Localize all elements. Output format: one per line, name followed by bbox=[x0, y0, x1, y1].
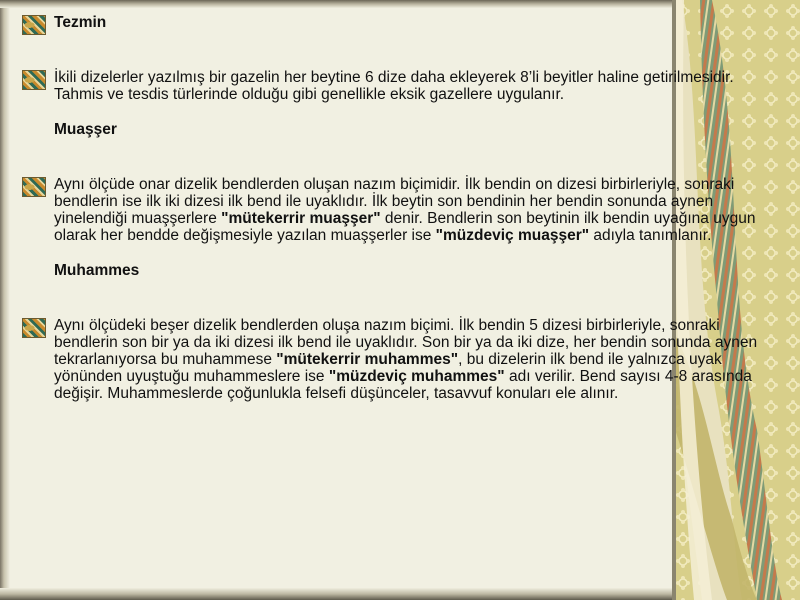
paragraph-muasser bbox=[54, 176, 780, 244]
text-run: adı verilir. Bend sayısı 4-8 arasında değişir. Muhammeslerde çoğunlukla felsefi düşünceler, tasavvuf konuları ele alınır. bbox=[54, 368, 752, 402]
slide-bottom-edge bbox=[0, 588, 700, 600]
ornamental-bullet-icon bbox=[22, 177, 46, 197]
bold-term: "müzdeviç muhammes" bbox=[328, 368, 505, 385]
bullet-paragraph-muhammes bbox=[22, 317, 780, 402]
text-run: İkili dizelerler yazılmış bir gazelin her beytine 6 dize daha ekleyerek 8’li beyitler haline getirilmesidir. Tahmis ve tesdis türlerinde olduğu gibi genellikle eksik gazellere uygulanır. bbox=[54, 69, 734, 103]
text-run: Aynı ölçüdeki beşer dizelik bendlerden oluşa nazım biçimi. İlk bendin 5 dizesi birbirleriyle, sonraki bendlerin son bir ya da iki dizesi ilk bend ile uyaklıdır. Son bir ya da iki dize, her bendin sonunda aynen tekrarlanıyorsa bu muhammese bbox=[54, 317, 758, 368]
slide-top-edge bbox=[0, 0, 700, 8]
ornamental-bullet-icon bbox=[22, 70, 46, 90]
bullet-paragraph-tezmin bbox=[22, 69, 780, 103]
slide-content bbox=[22, 14, 780, 402]
text-run: Aynı ölçüde onar dizelik bendlerden oluşan nazım biçimidir. İlk bendin on dizesi birbirleriyle, sonraki bendlerin ise ilk iki dizesi ilk bend ile uyaklıdır. İlk beytin son bendinin her bendin sonunda aynen yinelendiği muaşşerlere bbox=[54, 176, 735, 227]
bold-term: "müzdeviç muaşşer" bbox=[435, 227, 590, 244]
heading-muhammes: Muhammes bbox=[54, 262, 140, 279]
bullet-paragraph-muasser bbox=[22, 176, 780, 244]
bold-term: "mütekerrir muhammes" bbox=[276, 351, 459, 368]
text-run: denir. Bendlerin son beytinin ilk bendin uyağına uygun olarak her bendde değişmesiyle yazılan muaşşerler ise bbox=[54, 210, 756, 244]
heading-tezmin: Tezmin bbox=[54, 14, 107, 31]
bullet-heading-tezmin bbox=[22, 14, 780, 31]
heading-item-muhammes bbox=[22, 262, 780, 279]
ornamental-bullet-icon bbox=[22, 15, 46, 35]
heading-item-muasser bbox=[22, 121, 780, 138]
text-run: adıyla tanımlanır. bbox=[589, 227, 712, 244]
bold-term: "mütekerrir muaşşer" bbox=[221, 210, 381, 227]
text-run: , bu dizelerin ilk bend ile yalnızca uyak yönünden uyuştuğu muhammeslere ise bbox=[54, 351, 722, 385]
paragraph-muhammes bbox=[54, 317, 780, 402]
heading-muasser: Muaşşer bbox=[54, 121, 117, 138]
paragraph-tezmin bbox=[54, 69, 780, 103]
ornamental-bullet-icon bbox=[22, 318, 46, 338]
